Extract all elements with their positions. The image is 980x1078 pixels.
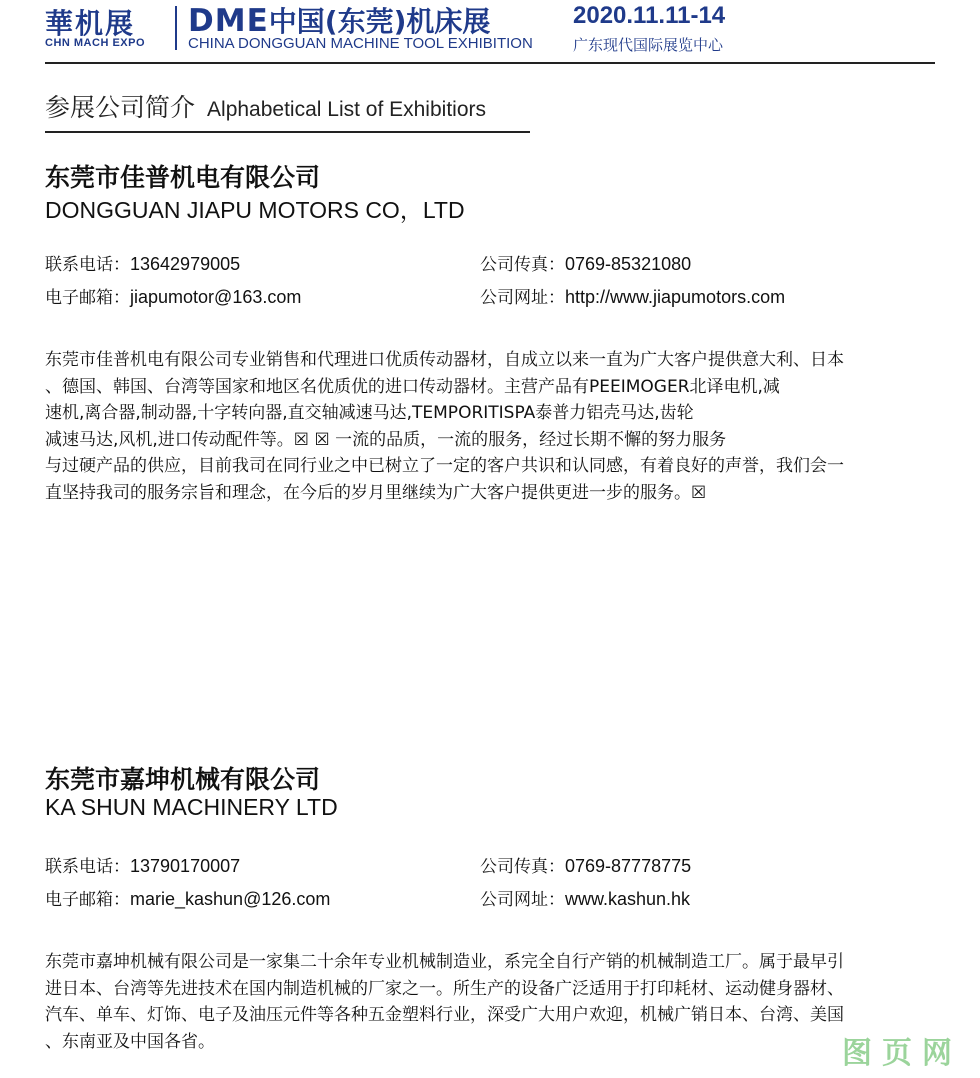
dme-brand-logo: DME xyxy=(188,3,269,39)
exhibition-title xyxy=(188,0,490,40)
company-website xyxy=(480,885,690,910)
company-fax xyxy=(480,852,691,877)
company-name-en: DONGGUAN JIAPU MOTORS CO，LTD xyxy=(45,197,465,223)
company-entry xyxy=(45,158,935,508)
description-line: 与过硬产品的供应，目前我司在同行业之中已树立了一定的客户共识和认同感，有着良好的声誉，我们会一 xyxy=(45,456,844,476)
fax-label: 公司传真： xyxy=(480,857,565,877)
description-line: 东莞市佳普机电有限公司专业销售和代理进口优质传动器材，自成立以来一直为广大客户提供意大利、日本 xyxy=(45,350,844,370)
fax-value: 0769-85321080 xyxy=(565,254,692,274)
phone-label: 联系电话： xyxy=(45,857,130,877)
company-website xyxy=(480,283,785,308)
email-label: 电子邮箱： xyxy=(45,288,130,308)
logo-divider xyxy=(175,6,177,50)
company-fax xyxy=(480,250,691,275)
exhibition-title-cn: 中国(东莞)机床展 xyxy=(268,5,491,38)
company-phone xyxy=(45,852,240,877)
phone-label: 联系电话： xyxy=(45,255,130,275)
email-value[interactable]: jiapumotor@163.com xyxy=(130,287,302,307)
fax-value: 0769-87778775 xyxy=(565,856,692,876)
description-line: 速机,离合器,制动器,十字转向器,直交轴减速马达,TEMPORITISPA泰普力铝壳马达,齿轮 xyxy=(45,403,694,423)
description-line: 直坚持我司的服务宗旨和理念，在今后的岁月里继续为广大客户提供更进一步的服务。☒ xyxy=(45,482,707,503)
fax-label: 公司传真： xyxy=(480,255,565,275)
exhibition-subtitle-en: CHINA DONGGUAN MACHINE TOOL EXHIBITION xyxy=(188,35,533,52)
header-divider xyxy=(45,62,935,64)
description-line: 减速马达,风机,进口传动配件等。☒ ☒ 一流的品质，一流的服务，经过长期不懈的努力服务 xyxy=(45,429,727,450)
company-entry xyxy=(45,760,935,1070)
website-label: 公司网址： xyxy=(480,890,565,910)
email-label: 电子邮箱： xyxy=(45,890,130,910)
description-line: 进日本、台湾等先进技术在国内制造机械的厂家之一。所生产的设备广泛适用于打印耗材、运动健身器材、 xyxy=(45,978,844,999)
company-description xyxy=(45,347,937,506)
description-line: 东莞市嘉坤机械有限公司是一家集二十余年专业机械制造业，系完全自行产销的机械制造工厂。属于最早引 xyxy=(45,952,844,972)
logo-cn: 華机展 xyxy=(45,7,136,40)
company-email xyxy=(45,283,301,308)
website-label: 公司网址： xyxy=(480,288,565,308)
description-line: 、德国、韩国、台湾等国家和地区名优质优的进口传动器材。主营产品有PEEIMOGER北译电机,减 xyxy=(45,376,780,397)
phone-value: 13642979005 xyxy=(130,254,241,274)
company-description xyxy=(45,949,937,1055)
exhibition-venue: 广东现代国际展览中心 xyxy=(573,36,724,54)
company-phone xyxy=(45,250,240,275)
section-title-underline xyxy=(45,131,530,133)
description-line: 、东南亚及中国各省。 xyxy=(45,1031,215,1052)
watermark: 图页网 xyxy=(842,1036,962,1071)
company-name-cn: 东莞市嘉坤机械有限公司 xyxy=(45,765,321,794)
website-value[interactable]: www.kashun.hk xyxy=(565,889,691,909)
company-name-en: KA SHUN MACHINERY LTD xyxy=(45,794,338,820)
logo-en: CHN MACH EXPO xyxy=(45,37,146,49)
description-line: 汽车、单车、灯饰、电子及油压元件等各种五金塑料行业，深受广大用户欢迎，机械广销日本、台湾、美国 xyxy=(45,1005,844,1025)
page-header xyxy=(45,0,935,64)
section-title xyxy=(45,88,486,124)
company-email xyxy=(45,885,330,910)
email-value[interactable]: marie_kashun@126.com xyxy=(130,889,331,909)
section-title-cn: 参展公司简介 xyxy=(45,93,196,122)
exhibition-date: 2020.11.11-14 xyxy=(573,2,726,29)
section-title-en: Alphabetical List of Exhibitiors xyxy=(207,98,486,121)
phone-value: 13790170007 xyxy=(130,856,241,876)
website-value[interactable]: http://www.jiapumotors.com xyxy=(565,287,786,307)
company-name-cn: 东莞市佳普机电有限公司 xyxy=(45,163,321,192)
